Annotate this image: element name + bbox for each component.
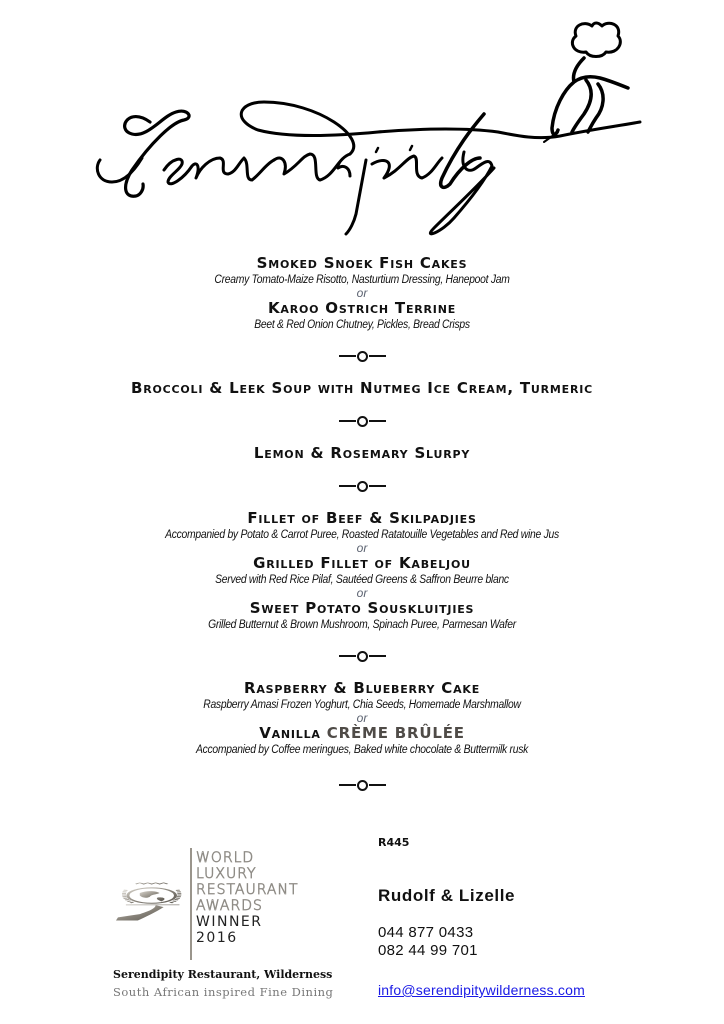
dish-description: Beet & Red Onion Chutney, Pickles, Bread Crisps <box>254 319 470 331</box>
course-separator <box>0 410 724 432</box>
circle-icon <box>357 780 368 791</box>
or-label: or <box>356 711 368 725</box>
dish-description: Creamy Tomato-Maize Risotto, Nasturtium Dressing, Hanepoot Jam <box>214 274 510 286</box>
circle-icon <box>357 351 368 362</box>
globe-laurel-tray-icon <box>112 836 192 966</box>
award-line: RESTAURANT <box>196 882 299 898</box>
course-separator <box>0 645 724 667</box>
course-separator <box>0 774 724 796</box>
award-year: 2016 <box>196 930 238 946</box>
desserts-section <box>0 679 724 758</box>
award-line: LUXURY <box>196 866 257 882</box>
course-separator <box>0 475 724 497</box>
circle-icon <box>357 651 368 662</box>
dish-name: Fillet of Beef & Skilpadjies <box>247 509 477 527</box>
contact-block <box>378 886 585 1000</box>
dish-name <box>0 724 724 743</box>
circle-icon <box>357 481 368 492</box>
palate-cleanser-section <box>0 444 724 463</box>
or-label: or <box>356 586 368 600</box>
menu-price: R445 <box>378 836 410 849</box>
dish-name: Smoked Snoek Fish Cakes <box>256 254 468 272</box>
starters-section <box>0 254 724 333</box>
dish-name: Broccoli & Leek Soup with Nutmeg Ice Cream, Turmeric <box>130 379 594 397</box>
dish-name-main: Vanilla <box>259 724 321 742</box>
dish-name-accent: CRÈME BRÛLÉE <box>326 724 465 742</box>
or-label: or <box>356 541 368 555</box>
award-winner: WINNER <box>196 914 263 930</box>
restaurant-name: Serendipity Restaurant, Wilderness <box>113 968 333 981</box>
award-text <box>196 850 299 946</box>
circle-icon <box>357 416 368 427</box>
dish-description: Raspberry Amasi Frozen Yoghurt, Chia Seeds, Homemade Marshmallow <box>203 699 521 711</box>
dish-name: Sweet Potato Souskluitjies <box>249 599 475 617</box>
award-line: WORLD <box>196 850 255 866</box>
dish-description: Grilled Butternut & Brown Mushroom, Spinach Puree, Parmesan Wafer <box>208 619 516 631</box>
dish-name: Karoo Ostrich Terrine <box>267 299 457 317</box>
dish-name: Lemon & Rosemary Slurpy <box>253 444 471 462</box>
phone-number: 082 44 99 701 <box>378 942 478 959</box>
phone-number: 044 877 0433 <box>378 924 474 941</box>
dish-description: Served with Red Rice Pilaf, Sautéed Greens & Saffron Beurre blanc <box>215 574 509 586</box>
dish-name: Grilled Fillet of Kabeljou <box>253 554 471 572</box>
dish-name: Raspberry & Blueberry Cake <box>243 679 481 697</box>
mains-section <box>0 509 724 633</box>
email-link[interactable]: info@serendipitywilderness.com <box>378 982 585 998</box>
menu <box>0 254 724 808</box>
soup-section <box>0 379 724 398</box>
award-divider <box>190 848 192 960</box>
owners-name: Rudolf & Lizelle <box>378 886 516 905</box>
dish-description: Accompanied by Coffee meringues, Baked white chocolate & Buttermilk rusk <box>195 744 529 756</box>
course-separator <box>0 345 724 367</box>
dish-description: Accompanied by Potato & Carrot Puree, Roasted Ratatouille Vegetables and Red wine Jus <box>165 529 559 541</box>
serendipity-logo <box>88 18 648 250</box>
or-label: or <box>356 286 368 300</box>
award-line: AWARDS <box>196 898 263 914</box>
restaurant-tagline: South African inspired Fine Dining <box>113 985 334 999</box>
